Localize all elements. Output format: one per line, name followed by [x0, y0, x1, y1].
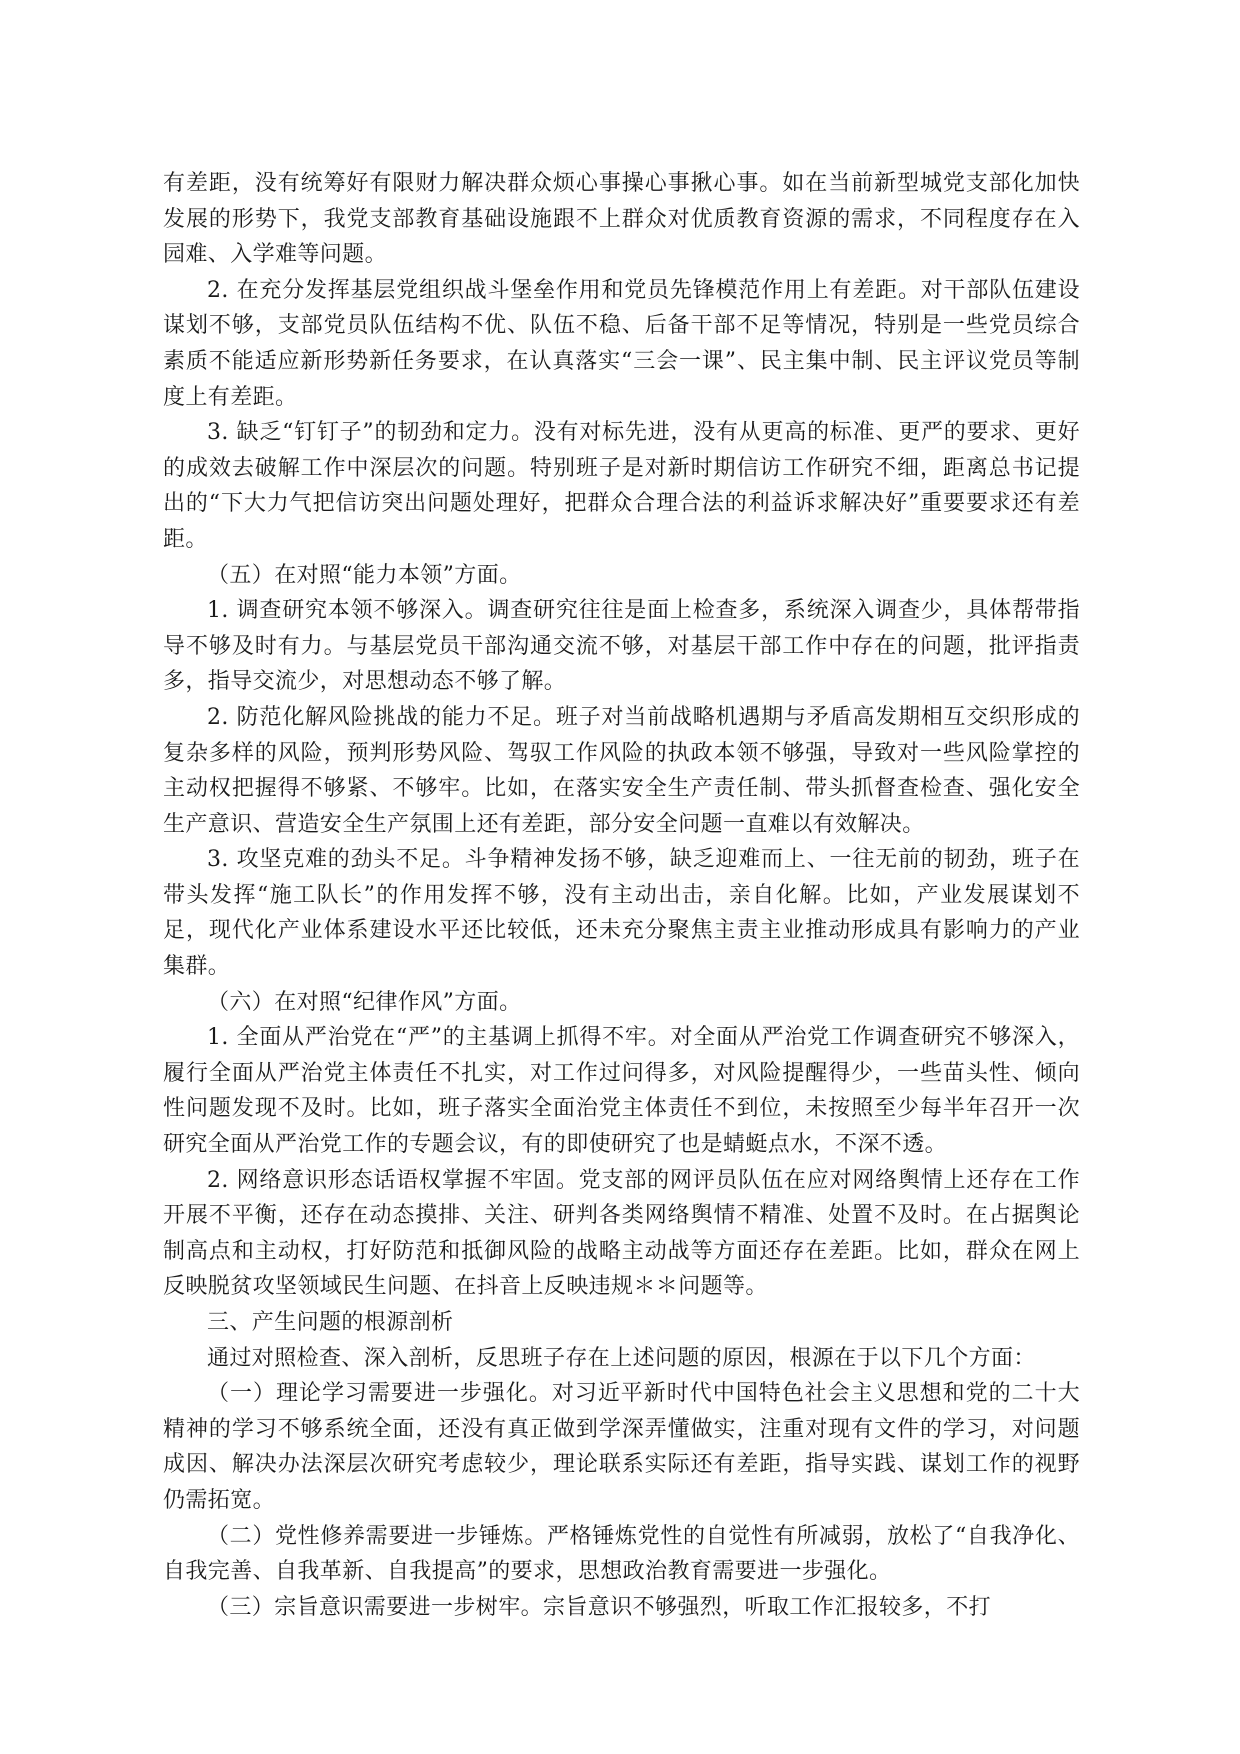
chapter-heading-3: 三、产生问题的根源剖析: [207, 1310, 454, 1335]
paragraph-item-2: 2. 在充分发挥基层党组织战斗堡垒作用和党员先锋模范作用上有差距。对干部队伍建设谋划不够，支部党员队伍结构不优、队伍不稳、后备干部不足等情况，特别是一些党员综合素质不能适应新形势新任务要求，在认真落实“三会一课”、民主集中制、民主评议党员等制度上有差距。: [163, 277, 1080, 410]
paragraph-cause-1: （一）理论学习需要进一步强化。对习近平新时代中国特色社会主义思想和党的二十大精神的学习不够系统全面，还没有真正做到学深弄懂做实，注重对现有文件的学习，对问题成因、解决办法深层次研究考虑较少，理论联系实际还有差距，指导实践、谋划工作的视野仍需拓宽。: [163, 1381, 1080, 1513]
section-heading-5: （五）在对照“能力本领”方面。: [207, 562, 522, 588]
paragraph-cause-3: （三）宗旨意识需要进一步树牢。宗旨意识不够强烈，听取工作汇报较多，不打: [207, 1594, 992, 1620]
paragraph-item-3: 3. 攻坚克难的劲头不足。斗争精神发扬不够，缺乏迎难而上、一往无前的韧劲，班子在带头发挥“施工队长”的作用发挥不够，没有主动出击，亲自化解。比如，产业发展谋划不足，现代化产业体系建设水平还比较低，还未充分聚焦主责主业推动形成具有影响力的产业集群。: [163, 847, 1080, 980]
document-page: [163, 166, 1080, 1625]
paragraph-item-2: 2. 网络意识形态话语权掌握不牢固。党支部的网评员队伍在应对网络舆情上还存在工作开展不平衡，还存在动态摸排、关注、研判各类网络舆情不精准、处置不及时。在占据舆论制高点和主动权，打好防范和抵御风险的战略主动战等方面还存在差距。比如，群众在网上反映脱贫攻坚领域民生问题、在抖音上反映违规＊＊问题等。: [163, 1167, 1080, 1300]
paragraph-item-1: 1. 全面从严治党在“严”的主基调上抓得不牢。对全面从严治党工作调查研究不够深入，履行全面从严治党主体责任不扎实，对工作过问得多，对风险提醒得少，一些苗头性、倾向性问题发现不及时。比如，班子落实全面治党主体责任不到位，未按照至少每半年召开一次研究全面从严治党工作的专题会议，有的即使研究了也是蜻蜓点水，不深不透。: [163, 1025, 1080, 1158]
paragraph-item-3: 3. 缺乏“钉钉子”的韧劲和定力。没有对标先进，没有从更高的标准、更严的要求、更好的成效去破解工作中深层次的问题。特别班子是对新时期信访工作研究不细，距离总书记提出的“下大力气把信访突出问题处理好，把群众合理合法的利益诉求解决好”重要要求还有差距。: [163, 420, 1080, 552]
paragraph-cause-2: （二）党性修养需要进一步锤炼。严格锤炼党性的自觉性有所减弱，放松了“自我净化、自我完善、自我革新、自我提高”的要求，思想政治教育需要进一步强化。: [163, 1523, 1080, 1585]
paragraph-continued: 有差距，没有统筹好有限财力解决群众烦心事操心事揪心事。如在当前新型城党支部化加快发展的形势下，我党支部教育基础设施跟不上群众对优质教育资源的需求，不同程度存在入园难、入学难等问题。: [163, 171, 1080, 268]
section-heading-6: （六）在对照“纪律作风”方面。: [207, 989, 522, 1015]
paragraph-item-1: 1. 调查研究本领不够深入。调查研究往往是面上检查多，系统深入调查少，具体帮带指导不够及时有力。与基层党员干部沟通交流不够，对基层干部工作中存在的问题，批评指责多，指导交流少，对思想动态不够了解。: [163, 598, 1080, 695]
paragraph-intro: 通过对照检查、深入剖析，反思班子存在上述问题的原因，根源在于以下几个方面：: [207, 1345, 1036, 1371]
paragraph-item-2: 2. 防范化解风险挑战的能力不足。班子对当前战略机遇期与矛盾高发期相互交织形成的复杂多样的风险，预判形势风险、驾驭工作风险的执政本领不够强，导致对一些风险掌控的主动权把握得不够紧、不够牢。比如，在落实安全生产责任制、带头抓督查检查、强化安全生产意识、营造安全生产氛围上还有差距，部分安全问题一直难以有效解决。: [163, 704, 1080, 837]
